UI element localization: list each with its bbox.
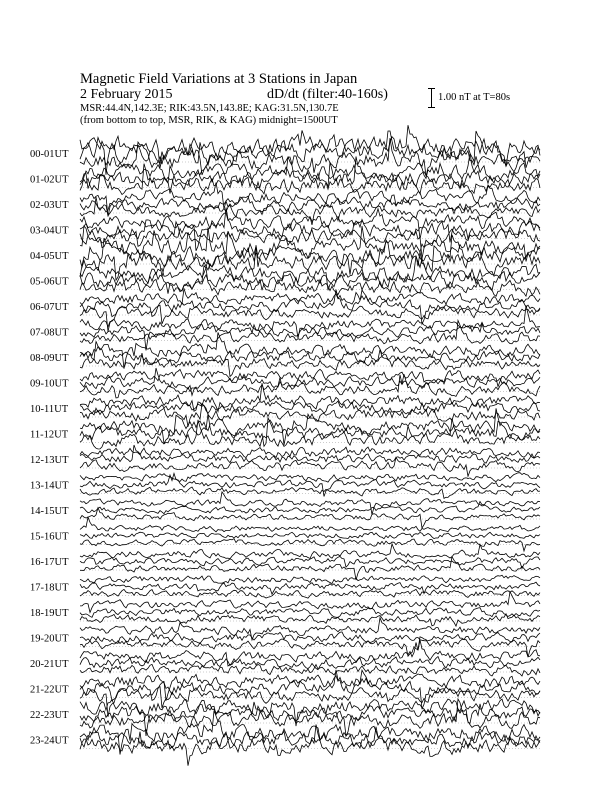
hour-label: 06-07UT bbox=[30, 302, 69, 313]
trace-kag bbox=[80, 492, 540, 515]
trace-rik bbox=[80, 208, 540, 251]
filter-label: dD/dt (filter:40-160s) bbox=[267, 87, 388, 102]
trace-rik bbox=[80, 632, 540, 644]
hour-label: 19-20UT bbox=[30, 633, 69, 645]
hour-label: 14-15UT bbox=[30, 506, 69, 517]
hour-label: 10-11UT bbox=[30, 404, 69, 415]
trace-kag bbox=[80, 383, 540, 411]
station-order-note: (from bottom to top, MSR, RIK, & KAG) midnight=1500UT bbox=[80, 115, 338, 126]
trace-msr bbox=[80, 589, 540, 598]
hour-label: 13-14UT bbox=[30, 480, 69, 492]
trace-kag bbox=[80, 332, 540, 368]
hour-label: 17-18UT bbox=[30, 582, 69, 594]
hour-row-09-10UT bbox=[30, 368, 540, 398]
hour-row-12-13UT bbox=[30, 445, 540, 476]
hour-label: 07-08UT bbox=[30, 327, 69, 339]
trace-kag bbox=[80, 544, 540, 559]
trace-msr bbox=[80, 699, 540, 728]
trace-kag bbox=[80, 305, 540, 338]
trace-rik bbox=[80, 532, 540, 539]
trace-msr bbox=[80, 557, 540, 580]
hour-label: 18-19UT bbox=[30, 608, 69, 619]
trace-kag bbox=[80, 517, 540, 532]
trace-rik bbox=[80, 445, 540, 463]
hour-row-18-19UT bbox=[30, 592, 540, 627]
station-coordinates: MSR:44.4N,142.3E; RIK:43.5N,143.8E; KAG:31.5N,130.7E bbox=[80, 103, 339, 114]
trace-msr bbox=[80, 487, 540, 498]
hour-row-13-14UT bbox=[30, 473, 540, 499]
hour-label: 02-03UT bbox=[30, 200, 69, 211]
trace-kag bbox=[80, 575, 540, 583]
trace-rik bbox=[80, 608, 540, 618]
hour-row-05-06UT bbox=[30, 252, 540, 297]
hour-row-14-15UT bbox=[30, 492, 540, 528]
trace-kag bbox=[80, 473, 540, 482]
hour-label: 20-21UT bbox=[30, 659, 69, 670]
hour-label: 09-10UT bbox=[30, 378, 69, 390]
hour-label: 11-12UT bbox=[30, 429, 69, 441]
hour-row-03-04UT bbox=[30, 208, 540, 259]
scale-label: 1.00 nT at T=80s bbox=[438, 92, 511, 103]
hour-row-17-18UT bbox=[30, 575, 540, 598]
hour-label: 22-23UT bbox=[30, 710, 69, 721]
chart-title: Magnetic Field Variations at 3 Stations in Japan bbox=[80, 71, 358, 87]
hour-row-23-24UT bbox=[30, 711, 540, 766]
hour-label: 16-17UT bbox=[30, 557, 69, 568]
hour-row-16-17UT bbox=[30, 544, 540, 580]
trace-msr bbox=[80, 419, 540, 450]
hour-label: 04-05UT bbox=[30, 251, 69, 262]
hour-label: 05-06UT bbox=[30, 276, 69, 288]
hour-label: 08-09UT bbox=[30, 353, 69, 364]
hour-label: 23-24UT bbox=[30, 735, 69, 747]
trace-msr bbox=[80, 539, 540, 551]
trace-msr bbox=[80, 614, 540, 626]
hour-row-10-11UT bbox=[30, 383, 540, 427]
hour-label: 03-04UT bbox=[30, 225, 69, 237]
hour-label: 15-16UT bbox=[30, 531, 69, 543]
trace-kag bbox=[80, 674, 540, 701]
hour-row-15-16UT bbox=[30, 517, 540, 551]
hour-row-02-03UT bbox=[30, 183, 540, 225]
hour-label: 00-01UT bbox=[30, 149, 69, 160]
trace-kag bbox=[80, 252, 540, 291]
trace-msr bbox=[80, 197, 540, 225]
trace-kag bbox=[80, 288, 540, 304]
trace-rik bbox=[80, 271, 540, 294]
hour-label: 21-22UT bbox=[30, 684, 69, 696]
chart-date: 2 February 2015 bbox=[80, 87, 173, 102]
trace-msr bbox=[80, 508, 540, 528]
trace-rik bbox=[80, 670, 540, 709]
hour-label: 12-13UT bbox=[30, 455, 69, 466]
trace-rik bbox=[80, 368, 540, 395]
trace-kag bbox=[80, 699, 540, 726]
hour-row-19-20UT bbox=[30, 618, 540, 658]
hour-label: 01-02UT bbox=[30, 174, 69, 186]
